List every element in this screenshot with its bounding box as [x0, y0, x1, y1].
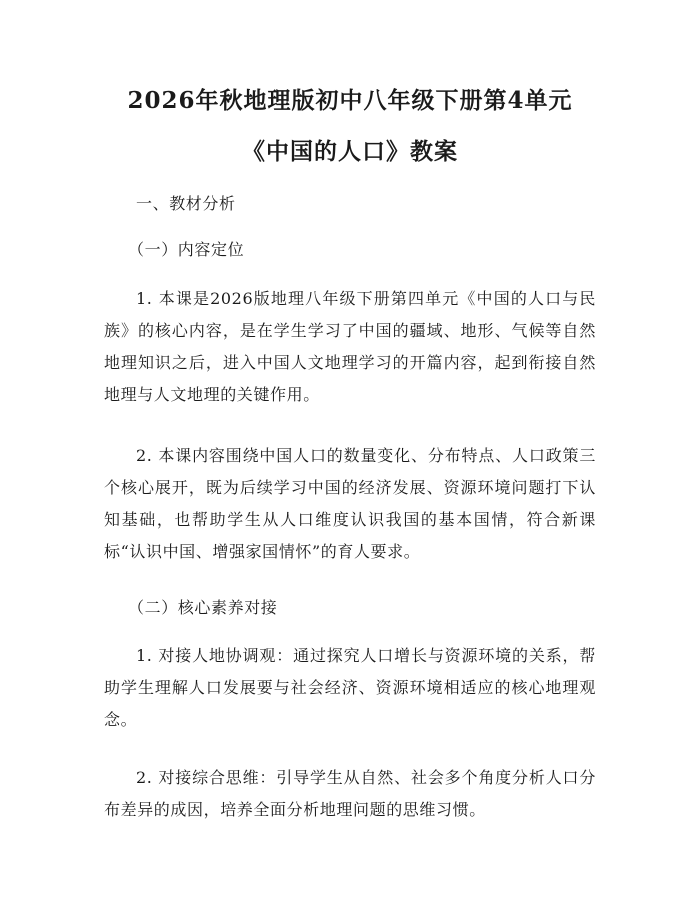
paragraph-core-literacy-1: 1. 对接人地协调观：通过探究人口增长与资源环境的关系，帮助学生理解人口发展要与社会经济、资源环境相适应的核心地理观念。	[104, 646, 596, 729]
subsection-heading-content-positioning: （一）内容定位	[128, 240, 245, 259]
document-title-line-2: 《中国的人口》教案	[242, 138, 458, 165]
document-title-line-1: 2026年秋地理版初中八年级下册第4单元	[127, 87, 573, 114]
section-heading-teaching-material-analysis: 一、教材分析	[136, 194, 236, 213]
paragraph-content-positioning-1: 1. 本课是2026版地理八年级下册第四单元《中国的人口与民族》的核心内容，是在学生学习了中国的疆域、地形、气候等自然地理知识之后，进入中国人文地理学习的开篇内容，起到衔接自然地理与人文地理的关键作用。	[104, 289, 596, 404]
paragraph-core-literacy-2: 2. 对接综合思维：引导学生从自然、社会多个角度分析人口分布差异的成因，培养全面分析地理问题的思维习惯。	[104, 768, 596, 819]
paragraph-content-positioning-2: 2. 本课内容围绕中国人口的数量变化、分布特点、人口政策三个核心展开，既为后续学习中国的经济发展、资源环境问题打下认知基础，也帮助学生从人口维度认识我国的基本国情，符合新课标“认识中国、增强家国情怀”的育人要求。	[104, 446, 596, 561]
subsection-heading-core-literacy: （二）核心素养对接	[128, 598, 278, 617]
